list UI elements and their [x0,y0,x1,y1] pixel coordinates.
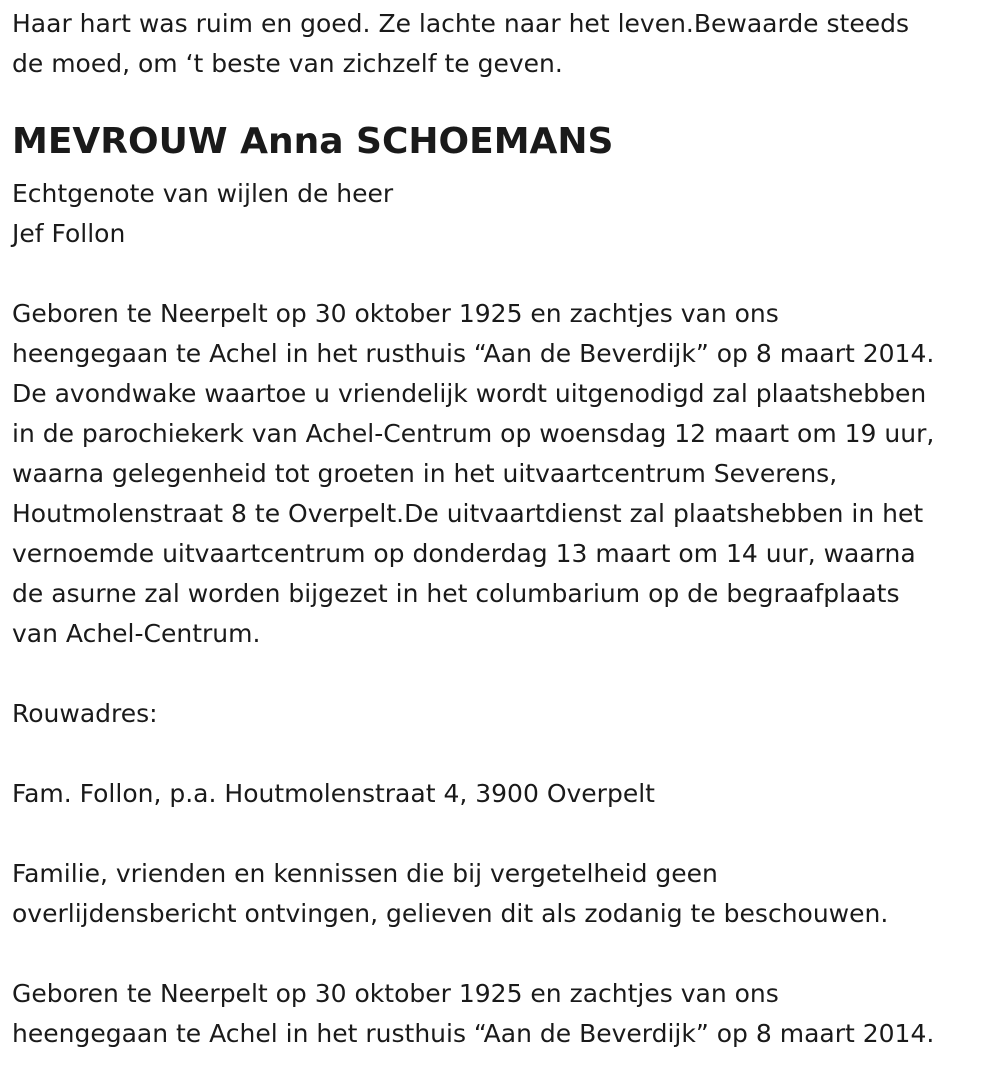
spacer [12,654,996,694]
repeat-line: Geboren te Neerpelt op 30 oktober 1925 en zachtjes van ons [12,979,779,1008]
address-label: Rouwadres: [12,699,158,728]
announcement-line: in de parochiekerk van Achel-Centrum op woensdag 12 maart om 19 uur, [12,419,935,448]
spouse-line: Echtgenote van wijlen de heer [12,179,394,208]
announcement-line: De avondwake waartoe u vriendelijk wordt uitgenodigd zal plaatshebben [12,379,927,408]
announcement-line: vernoemde uitvaartcentrum op donderdag 13 maart om 14 uur, waarna [12,539,916,568]
spacer [12,734,996,774]
motto-block [12,4,996,84]
motto-line: Haar hart was ruim en goed. Ze lachte naar het leven.Bewaarde steeds [12,9,909,38]
announcement-line: de asurne zal worden bijgezet in het columbarium op de begraafplaats [12,579,900,608]
notice-line: overlijdensbericht ontvingen, gelieven dit als zodanig te beschouwen. [12,899,889,928]
announcement-line: waarna gelegenheid tot groeten in het uitvaartcentrum Severens, [12,459,838,488]
spouse-name: Jef Follon [12,219,126,248]
deceased-name-title: MEVROUW Anna SCHOEMANS [12,121,614,162]
spacer [12,814,996,854]
address-value: Fam. Follon, p.a. Houtmolenstraat 4, 3900 Overpelt [12,779,655,808]
announcement-line: van Achel-Centrum. [12,619,261,648]
spouse-block [12,174,996,254]
notice-line: Familie, vrienden en kennissen die bij vergetelheid geen [12,859,718,888]
obituary-document [12,4,996,1054]
repeat-line: heengegaan te Achel in het rusthuis “Aan de Beverdijk” op 8 maart 2014. [12,1019,935,1048]
spacer [12,934,996,974]
announcement-line: Houtmolenstraat 8 te Overpelt.De uitvaartdienst zal plaatshebben in het [12,499,924,528]
announcement-line: heengegaan te Achel in het rusthuis “Aan de Beverdijk” op 8 maart 2014. [12,339,935,368]
notice-block [12,854,996,934]
spacer [12,254,996,294]
repeat-block [12,974,996,1054]
announcement-block [12,294,996,654]
motto-line: de moed, om ‘t beste van zichzelf te geven. [12,49,563,78]
announcement-line: Geboren te Neerpelt op 30 oktober 1925 en zachtjes van ons [12,299,779,328]
